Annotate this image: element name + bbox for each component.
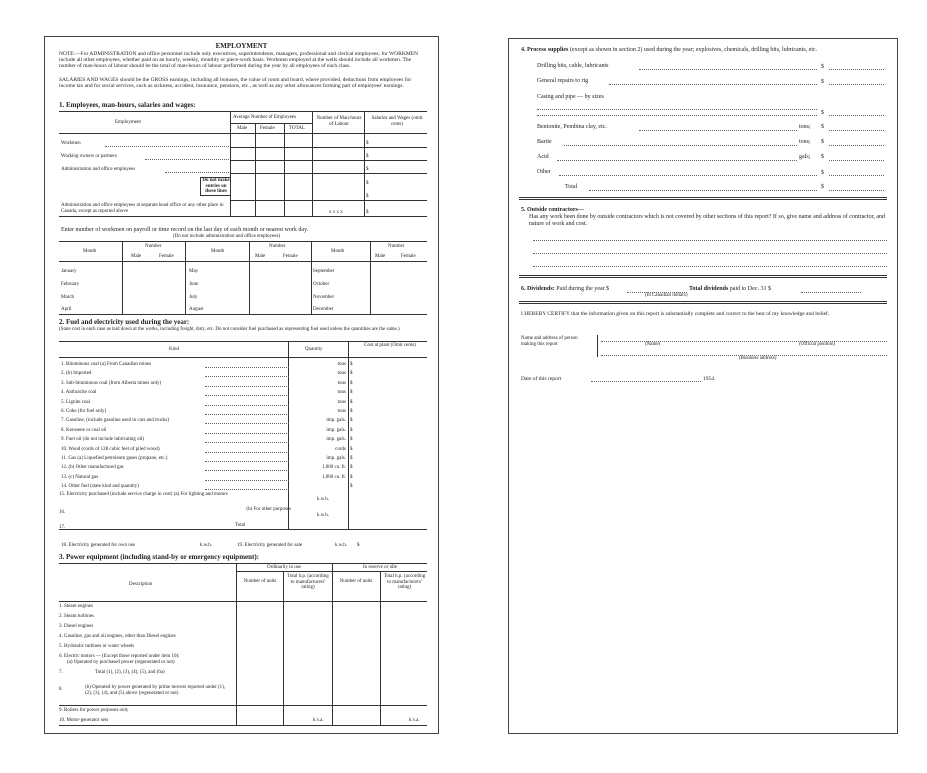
workmen-enter: Enter number of workmen on payroll or time record on the last day of each month or nearest work day.	[61, 227, 309, 233]
fuel-item: 9. Fuel oil (do not include lubricating oil)	[61, 437, 145, 443]
hdr-employment: Employment	[115, 120, 141, 125]
fuel-item: 11. Gas (a) Liquefied petroleum gases (propane, etc.)	[61, 456, 168, 461]
fuel-unit: 1,000 cu. ft.	[321, 474, 346, 480]
employment-note: NOTE:—For ADMINISTRATION and office personnel include only executives, superintendents, managers, professional and clerical employees; for WORKMEN include all other employees, whether paid on an hourly, weekly, monthly or piece-work basis. Workmen employed at the wells should include all workmen. The number of man-hours of labour should be the total of man-hours of labour performed during the year by all employees of each class.	[59, 51, 419, 69]
supplies-title: 4. Process supplies (except as shown in section 2) used during the year; explosives, chemicals, drilling bits, lubricants, etc.	[521, 47, 818, 53]
fuel-item: 10. Wood (cords of 128 cubic feet of piled wood)	[61, 446, 160, 452]
page-left: EMPLOYMENT NOTE:—For ADMINISTRATION and office personnel include only executives, superintendents, managers, professional and clerical employees; for WORKMEN include all other employees, whether paid on an hourly, weekly, monthly or piece-work basis. Workmen employed at the wells should include all workmen. The number of man-hours of labour should be the total of man-hours of labour performed during the year by all employees of each class. SALARIES AND WAGES should be the GROSS earnings, including all bonuses, the value of room and board, where provided, deductions from employees for income tax and for social services, such as sickness, accident, insurance, pensions, etc., as well as any other allowances forming part of employees' earnings. 1. Employees, man-hours, salaries and wages: Employment Average Number of Employees Male Female TOTAL Number of Man-hours of Labour Salaries and Wages (omit cents) Workmen Working owners or partners Administration and office employees Do not make entries on these lines Administration and office employees at separate head office or any other place in Canada, except as reported above x x x x $ $ $ $ $ $ Enter number of workmen on payroll or time record on the last day of each month or nearest work day. (Do not include administration and office employees) Month Number Month Number Month Number Male Female Male Female Male Female January February March April May June July August September October November December 2. Fuel and electricity used during the year: (State cost in each case as laid down at the works, including freight, duty, etc. Do not consider fuel purchased as representing fuel used unless the quantities are the same.) Kind Quantity Cost at plant (Omit cents) 1. Bituminous coal (a) From Canadian mines tons $ 2. (b) Imported tons $ 3. Sub-bituminous coal (from Alberta mines only) tons $ 4. Anthracite coal tons $ 5. Lignite coal tons $ 6. Coke (for fuel only) tons $ 7. Gasoline, (include gasoline used in cars and trucks) imp. gals. $ 8. Kerosene or coal oil imp. gals. $ 9. Fuel oil (do not include lubricating oil) imp. gals. $ 10. Wood (cords of 128 cubic feet of piled wood) cords $ 11. Gas (a) Liquefied petroleum gases (propane, etc.) imp. gals. $ 12. (b) Other manufactured gas 1,000 cu. ft. $ 13. (c) Natural gas 1,000 cu. ft. $ 14. Other fuel (state kind and quantity) $ 15. Electricity purchased (include service charge in cost) (a) For lighting and motors 16. (b) For other purposes k.w.h. k.w.h. 17. Total 18. Electricity generated for own use k.w.h. 19. Electricity generated for sale k.w.h. $ 3. Power equipment (including stand-by or emergency equipment): Description Ordinarily in use In reserve or idle Number of units Total h.p. (according to manufacturers' rating) Number of units Total h.p. (according to manufacturers' rating) 1. Steam engines 2. Steam turbines 3. Diesel engines 4. Gasoline, gas and oil engines, other than Diesel engines 5. Hydraulic turbines or water wheels 6. Electric motors — (Except those reported under item 10): (a) Operated by purchased power (regenerated or not) 7. Total (1), (2), (3), (4), (5), and (6a) 8. (b) Operated by power generated by prime movers reported under (1), (2), (3), (4), and (5) above (regenerated or not) 9. Boilers for power purposes only 10. Motor-generator sets k.v.a. k.v.a.	[44, 36, 439, 734]
salaries-note: SALARIES AND WAGES should be the GROSS earnings, including all bonuses, the value of room and board, where provided, deductions from employees for income tax and for social services, such as sickness, accident, insurance, pensions, etc., as well as any other allowances forming part of employees' earnings.	[59, 77, 412, 89]
fuel-unit: tons	[337, 390, 346, 396]
fuel-item: 13. (c) Natural gas	[61, 474, 99, 480]
fuel-unit: imp. gals.	[326, 427, 346, 433]
fuel-dollar: $	[350, 362, 353, 367]
fuel-subtitle: (State cost in each case as laid down at the works, including freight, duty, etc. Do not consider fuel purchased as representing fuel used unless the quantities are the same.)	[59, 327, 400, 332]
fuel-unit: 1,000 cu. ft.	[321, 465, 346, 471]
contractors-question: Has any work been done by outside contractors which is not covered by other sections of this report? If so, give name and address of contractor, and nature of work and cost.	[529, 214, 885, 227]
fuel-unit: cords	[335, 446, 346, 452]
fuel-dollar: $	[350, 456, 353, 461]
fuel-dollar: $	[350, 437, 353, 443]
fuel-item: 3. Sub-bituminous coal (from Alberta mines only)	[61, 380, 162, 386]
fuel-item: 5. Lignite coal	[61, 399, 91, 405]
fuel-dollar: $	[350, 484, 353, 490]
dividends: 6. Dividends: Paid during the year $	[521, 286, 610, 292]
fuel-dollar: $	[350, 409, 353, 414]
fuel-unit: tons	[337, 409, 346, 414]
fuel-dollar: $	[350, 390, 353, 396]
employment-title: EMPLOYMENT	[215, 42, 268, 50]
xxxx: x x x x	[329, 210, 343, 215]
fuel-item: 4. Anthracite coal	[61, 390, 97, 396]
fuel-item: 6. Coke (for fuel only)	[61, 409, 107, 414]
hdr-total: TOTAL	[289, 126, 305, 131]
fuel-dollar: $	[350, 474, 353, 480]
do-not-enter: Do not make entries on these lines	[200, 177, 231, 196]
fuel-dollar: $	[350, 418, 353, 424]
date-label: Date of this report	[521, 376, 562, 382]
hdr-male: Male	[237, 126, 248, 131]
fuel-item: 14. Other fuel (state kind and quantity)	[61, 484, 139, 490]
contractors-title: 5. Outside contractors—	[521, 207, 584, 213]
fuel-unit: tons	[337, 371, 346, 377]
fuel-item: 7. Gasoline, (include gasoline used in cars and trucks)	[61, 418, 170, 424]
hdr-manhours: Number of Man-hours of Labour	[316, 116, 362, 127]
fuel-dollar: $	[350, 465, 353, 471]
fuel-unit: imp. gals.	[326, 418, 346, 424]
workmen-enter-sub: (Do not include administration and office employees)	[173, 234, 281, 239]
fuel-unit: imp. gals.	[326, 456, 346, 461]
fuel-item: 8. Kerosene or coal oil	[61, 427, 107, 433]
page-right: 4. Process supplies (except as shown in section 2) used during the year; explosives, chemicals, drilling bits, lubricants, etc. Drilling bits, cable, lubricants $ General repairs to rig $ Casing and pipe — by sizes $ Bentonite, Pembina clay, etc. tons; $ Barite tons; $ Acid gals; $ Other $ Total $ 5. Outside contractors— Has any work been done by outside contractors which is not covered by other sections of this report? If so, give name and address of contractor, and nature of work and cost. 6. Dividends: Paid during the year $ Total dividends paid to Dec. 31 $ (In Canadian dollars) I HEREBY CERTIFY that the information given on this report is substantially complete and correct to the best of my knowledge and belief. Name and address of person making this report (Name) (Official position) (Business address) Date of this report 1954.	[508, 38, 898, 734]
item18: 18. Electricity generated for own use	[61, 543, 135, 548]
fuel-unit: tons	[337, 362, 346, 367]
row-admin: Administration and office employees	[61, 167, 136, 172]
fuel-item: 1. Bituminous coal (a) From Canadian mines	[61, 362, 152, 367]
fuel-dollar: $	[350, 427, 353, 433]
fuel-dollar: $	[350, 446, 353, 452]
fuel-dollar: $	[350, 371, 353, 377]
row-workmen: Workmen	[61, 141, 81, 146]
power-title: 3. Power equipment (including stand-by or emergency equipment):	[59, 553, 260, 561]
hdr-avg: Average Number of Employees	[233, 115, 297, 120]
fuel-unit: imp. gals.	[326, 437, 346, 443]
fuel-dollar: $	[350, 399, 353, 405]
item19: 19. Electricity generated for sale	[237, 543, 303, 548]
fuel-unit: tons	[337, 380, 346, 386]
certify-text: I HEREBY CERTIFY that the information given on this report is substantially complete and correct to the best of my knowledge and belief.	[521, 311, 830, 317]
fuel-dollar: $	[350, 380, 353, 386]
fuel-item: 12. (b) Other manufactured gas	[61, 465, 124, 471]
item15: 15. Electricity purchased (include service charge in cost) (a) For lighting and motors	[59, 492, 228, 497]
name-label: Name and address of person making this report	[521, 336, 578, 347]
row-head-office: Administration and office employees at separate head office or any other place in Canada, except as reported above	[61, 203, 224, 214]
fuel-item: 2. (b) Imported	[61, 371, 92, 377]
fuel-unit: tons	[337, 399, 346, 405]
hdr-salaries: Salaries and Wages (omit cents)	[371, 116, 423, 127]
row-owners: Working owners or partners	[61, 154, 117, 159]
section1-title: 1. Employees, man-hours, salaries and wages:	[59, 101, 196, 109]
hdr-female: Female	[260, 126, 275, 131]
fuel-title: 2. Fuel and electricity used during the year:	[59, 318, 190, 326]
